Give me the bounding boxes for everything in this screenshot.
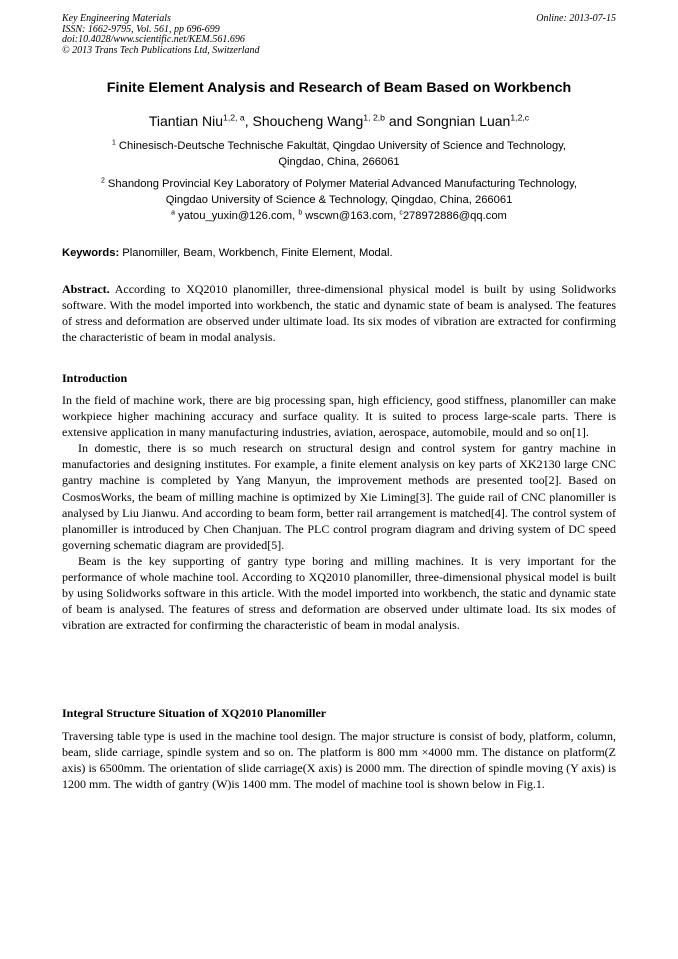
paragraph: In the field of machine work, there are big processing span, high efficiency, good stiffness, planomiller can make workpiece higher machining accuracy and surface quality. It is suited to process large-scale parts. There is extensive application in many manufacturing industries, aviation, aerospace, automobile, mould and so on[1]. <box>62 393 616 440</box>
keywords-text: Planomiller, Beam, Workbench, Finite Element, Modal. <box>119 247 393 259</box>
affiliation-line: Qingdao University of Science & Technology, Qingdao, China, 266061 <box>165 194 513 206</box>
paragraph: Beam is the key supporting of gantry type boring and milling machines. It is very important for the performance of whole machine tool. According to XQ2010 planomiller, three-dimensional physical model is built by using Solidworks software in this article. With the model imported into workbench, the static and dynamic state of beam is analysed. The features of stress and deformation are observed under ultimate load. Its six modes of vibration are extracted for confirming the characteristic of beam in modal analysis. <box>62 553 616 633</box>
affiliation-2 <box>60 176 618 208</box>
email-address[interactable]: wscwn@163.com <box>305 210 394 222</box>
affiliation-line: Chinesisch-Deutsche Technische Fakultät, Qingdao University of Science and Technology, <box>115 140 567 152</box>
email-address[interactable]: yatou_yuxin@126.com <box>178 210 293 222</box>
copyright-line: © 2013 Trans Tech Publications Ltd, Switzerland <box>62 44 260 56</box>
integral-structure-body <box>62 728 616 792</box>
author-and: and <box>385 113 417 129</box>
email-marker: b <box>298 209 303 217</box>
affiliation-marker: 1 <box>111 139 116 147</box>
email-address[interactable]: 278972886@qq.com <box>402 210 507 222</box>
paper-title: Finite Element Analysis and Research of Beam Based on Workbench <box>106 80 572 96</box>
abstract <box>62 281 616 345</box>
doi-line[interactable]: doi:10.4028/www.scientific.net/KEM.561.696 <box>62 34 245 45</box>
author-separator: , <box>244 113 253 129</box>
paragraph: In domestic, there is so much research on structural design and control system for gantry machine in manufactories and designing institutes. For example, a finite element analysis on key parts of XK2130 large CNC gantry machine is completed by Yang Manyun, the improvement methods are presented too[2]. Based on CosmosWorks, the beam of milling machine is optimized by Xie Liming[3]. The guide rail of CNC planomiller is analysed by Liu Jianwu. And according to beam form, better rail arrangement is matched[4]. The control system of planomiller is introduced by Chen Chanjuan. The PLC control program diagram and driving system of DC speed governing schematic diagram are provided[5]. <box>62 441 616 552</box>
abstract-text: According to XQ2010 planomiller, three-dimensional physical model is built by using Solidworks software. With the model imported into workbench, the static and dynamic state of beam is analysed. The features of stress and deformation are observed under ultimate load. Its six modes of vibration are extracted for confirming the characteristic of beam in modal analysis. <box>62 282 616 345</box>
issn-line: ISSN: 1662-9795, Vol. 561, pp 696-699 <box>62 23 220 35</box>
introduction-body <box>62 392 616 633</box>
journal-header <box>62 14 260 56</box>
author-affiliation-marker: 1,2, a <box>223 112 245 123</box>
author-list <box>40 113 638 129</box>
online-date: Online: 2013-07-15 <box>536 13 616 24</box>
email-marker: c <box>399 209 403 217</box>
author-name: Tiantian Niu <box>148 113 224 129</box>
affiliation-marker: 2 <box>100 177 105 185</box>
keywords <box>62 247 616 259</box>
author-affiliation-marker: 1, 2,b <box>363 112 385 123</box>
keywords-label: Keywords: <box>62 247 120 259</box>
email-marker: a <box>171 209 175 217</box>
author-affiliation-marker: 1,2,c <box>510 112 530 123</box>
affiliation-line: Qingdao, China, 266061 <box>278 156 400 168</box>
paragraph: Traversing table type is used in the machine tool design. The major structure is consist of body, platform, column, beam, slide carriage, spindle system and so on. The platform is 800 mm ×4000 mm. The distance on platform(Z axis) is 6500mm. The orientation of slide carriage(X axis) is 2000 mm. The direction of spindle moving (Y axis) is 1200 mm. The width of gantry (W)is 1400 mm. The model of machine tool is shown below in Fig.1. <box>62 729 616 792</box>
author-name: Shoucheng Wang <box>252 113 364 129</box>
affiliation-1 <box>60 138 618 170</box>
affiliation-line: Shandong Provincial Key Laboratory of Polymer Material Advanced Manufacturing Technology, <box>104 178 578 190</box>
section-heading-introduction: Introduction <box>62 371 128 385</box>
section-heading-integral-structure: Integral Structure Situation of XQ2010 Planomiller <box>62 706 327 720</box>
abstract-label: Abstract. <box>62 282 110 296</box>
author-name: Songnian Luan <box>416 113 511 129</box>
journal-name: Key Engineering Materials <box>62 13 171 24</box>
email-list: $^a$ yatou_yuxin@126.com, $^b$ wscwn@163.com, $^c$278972886@qq.com <box>171 209 507 222</box>
